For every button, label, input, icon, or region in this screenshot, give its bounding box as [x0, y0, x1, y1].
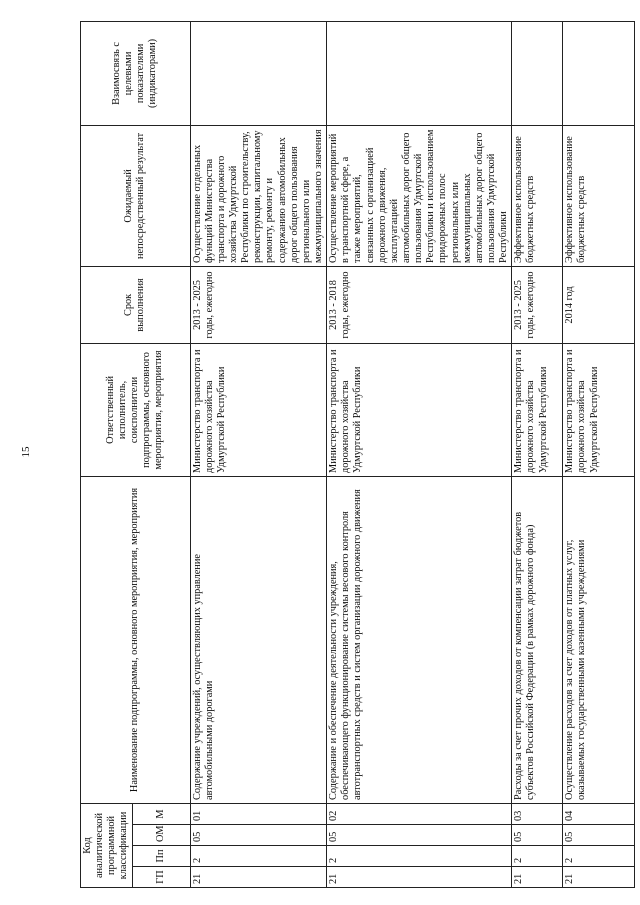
- m-cell: 01: [190, 803, 327, 824]
- pp-cell: 2: [563, 846, 635, 867]
- relation-cell: [327, 21, 512, 125]
- responsible-cell: Министерство транспорта и дорожного хозяйства Удмуртской Республики: [512, 343, 563, 476]
- name-cell: Содержание учреждений, осуществляющих управление автомобильными дорогами: [190, 476, 327, 803]
- m-cell: 03: [512, 803, 563, 824]
- responsible-cell: Министерство транспорта и дорожного хозяйства Удмуртской Республики: [563, 343, 635, 476]
- rotated-table-container: [80, 22, 620, 888]
- responsible-cell: Министерство транспорта и дорожного хозяйства Удмуртской Республики: [190, 343, 327, 476]
- name-cell: Осуществление расходов за счет доходов от платных услуг, оказываемых государственными казенными учреждениями: [563, 476, 635, 803]
- term-header: Срок выполнения: [81, 266, 191, 343]
- responsible-cell: Министерство транспорта и дорожного хозяйства Удмуртской Республики: [327, 343, 512, 476]
- om-cell: 05: [190, 825, 327, 846]
- term-cell: 2013 - 2025 годы, ежегодно: [190, 266, 327, 343]
- relation-cell: [512, 21, 563, 125]
- name-header: Наименование подпрограммы, основного мероприятия, мероприятия: [81, 476, 191, 803]
- m-cell: 02: [327, 803, 512, 824]
- om-cell: 05: [563, 825, 635, 846]
- result-cell: Осуществление мероприятий в транспортной сфере, а также мероприятий, связанных с организацией дорожного движения, эксплуатацией автомобильных дорог общего пользования Удмуртской Республики и использованием придорожных полос региональных или межмуниципальных автомобильных дорог общего пользования Удмуртской Республики: [327, 125, 512, 266]
- name-cell: Содержание и обеспечение деятельности учреждения, обеспечивающего функционирование системы весового контроля автотранспортных средств и систем организации дорожного движения: [327, 476, 512, 803]
- result-header: Ожидаемый непосредственный результат: [81, 125, 191, 266]
- page-number: 15: [20, 446, 32, 458]
- result-cell: Осуществление отдельных функций Министерства транспорта и дорожного хозяйства Удмуртской Республики по строительству, реконструкции, капитальному ремонту, ремонту и содержанию автомобильных дорог общего пользования регионального или межмуниципального значения: [190, 125, 327, 266]
- om-header: ОМ: [132, 825, 190, 846]
- gp-cell: 21: [327, 867, 512, 888]
- gp-header: ГП: [132, 867, 190, 888]
- relation-cell: [190, 21, 327, 125]
- relation-header: Взаимосвязь с целевыми показателями (индикаторами): [81, 21, 191, 125]
- name-cell: Расходы за счет прочих доходов от компенсации затрат бюджетов субъектов Российской Федерации (в рамках дорожного фонда): [512, 476, 563, 803]
- term-cell: 2014 год: [563, 266, 635, 343]
- om-cell: 05: [327, 825, 512, 846]
- table-row: [563, 21, 635, 887]
- code-group-header: Код аналитической программной классификации: [81, 803, 133, 887]
- pp-header: Пп: [132, 846, 190, 867]
- table-row: [327, 21, 512, 887]
- program-activities-table: [80, 21, 635, 888]
- m-header: М: [132, 803, 190, 824]
- relation-cell: [563, 21, 635, 125]
- table-row: [512, 21, 563, 887]
- gp-cell: 21: [190, 867, 327, 888]
- pp-cell: 2: [512, 846, 563, 867]
- responsible-header: Ответственный исполнитель, соисполнители подпрограммы, основного мероприятия, мероприятия: [81, 343, 191, 476]
- result-cell: Эффективное использование бюджетных средств: [512, 125, 563, 266]
- gp-cell: 21: [563, 867, 635, 888]
- table-row: [190, 21, 327, 887]
- m-cell: 04: [563, 803, 635, 824]
- om-cell: 05: [512, 825, 563, 846]
- term-cell: 2013 - 2025 годы, ежегодно: [512, 266, 563, 343]
- term-cell: 2013 - 2018 годы, ежегодно: [327, 266, 512, 343]
- pp-cell: 2: [190, 846, 327, 867]
- pp-cell: 2: [327, 846, 512, 867]
- gp-cell: 21: [512, 867, 563, 888]
- result-cell: Эффективное использование бюджетных средств: [563, 125, 635, 266]
